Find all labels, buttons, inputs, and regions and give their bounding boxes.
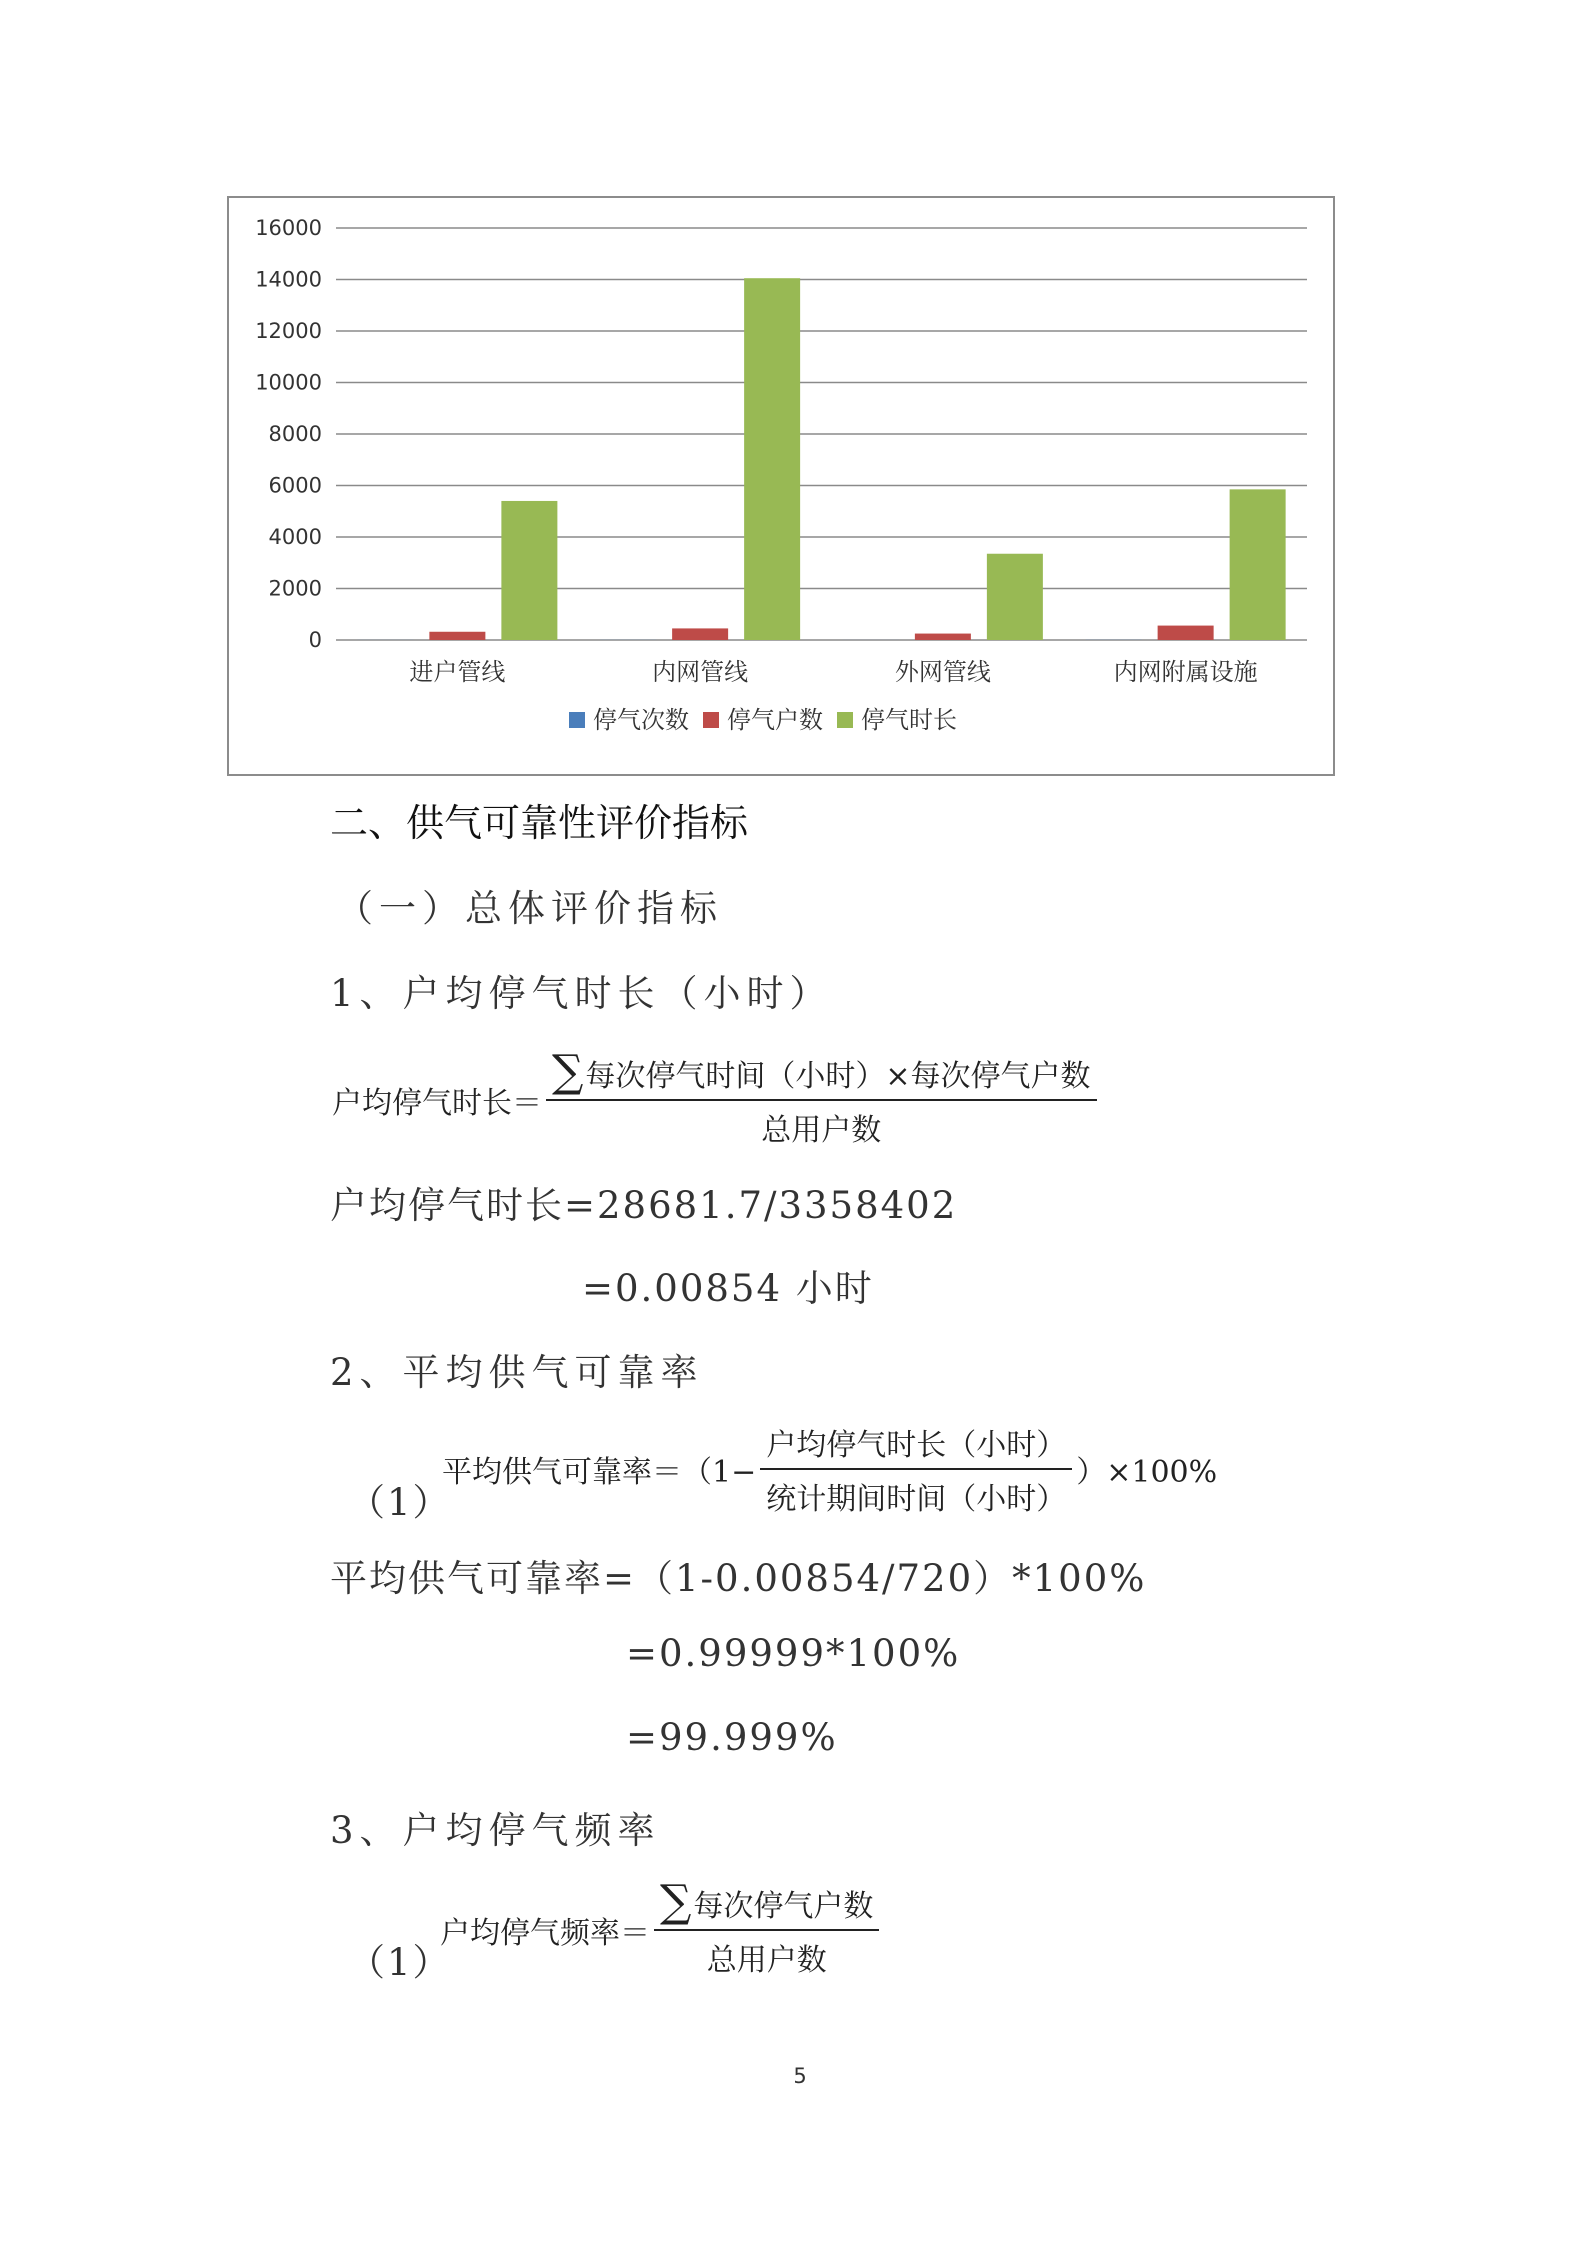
y-tick-label: 4000 bbox=[268, 525, 322, 549]
legend-label: 停气次数 bbox=[593, 706, 689, 734]
sigma-symbol: ∑ bbox=[552, 1046, 584, 1097]
legend-swatch bbox=[569, 712, 585, 728]
y-tick-label: 8000 bbox=[268, 422, 322, 446]
numerator-text: 每次停气户数 bbox=[693, 1889, 874, 1924]
fraction-denominator: 统计期间时间（小时） bbox=[766, 1482, 1067, 1517]
fraction-denominator: 总用户数 bbox=[706, 1943, 827, 1978]
item1-calc-line1: 户均停气时长=28681.7/3358402 bbox=[330, 1184, 958, 1227]
bar bbox=[1230, 489, 1286, 640]
formula-lhs: 户均停气时长＝ bbox=[332, 1085, 542, 1121]
fraction-numerator bbox=[654, 1876, 879, 1931]
bar bbox=[429, 632, 485, 640]
y-tick-label: 16000 bbox=[255, 216, 322, 240]
formula-avg-reliability bbox=[442, 1420, 1217, 1518]
fraction-numerator bbox=[546, 1046, 1097, 1101]
bar bbox=[1158, 626, 1214, 640]
formula-tail: ）×100% bbox=[1076, 1455, 1218, 1490]
y-tick-label: 2000 bbox=[268, 576, 322, 601]
bar-chart bbox=[227, 196, 1335, 776]
formula-avg-outage-duration bbox=[332, 1046, 1101, 1149]
item1-calc-line2: =0.00854 小时 bbox=[582, 1267, 874, 1310]
y-tick-label: 0 bbox=[308, 628, 322, 652]
y-tick-label: 12000 bbox=[255, 319, 322, 343]
fraction bbox=[546, 1046, 1097, 1149]
x-category-label: 内网管线 bbox=[652, 658, 749, 686]
numerator-text: 每次停气时间（小时）×每次停气户数 bbox=[585, 1059, 1091, 1094]
y-tick-label: 14000 bbox=[255, 267, 322, 292]
item2-calc-line1: 平均供气可靠率=（1-0.00854/720）*100% bbox=[330, 1557, 1147, 1600]
fraction bbox=[760, 1420, 1072, 1518]
page-number: 5 bbox=[793, 2064, 807, 2088]
fraction-numerator: 户均停气时长（小时） bbox=[760, 1420, 1072, 1470]
sigma-symbol: ∑ bbox=[660, 1876, 692, 1927]
item2-calc-line3: =99.999% bbox=[626, 1716, 838, 1759]
chart-canvas bbox=[229, 198, 1333, 774]
bar bbox=[915, 634, 971, 640]
x-category-label: 进户管线 bbox=[409, 658, 506, 686]
y-tick-label: 6000 bbox=[268, 473, 322, 498]
formula-lhs: 户均停气频率＝ bbox=[440, 1915, 650, 1951]
fraction-denominator: 总用户数 bbox=[761, 1113, 882, 1148]
bar bbox=[501, 501, 557, 640]
item3-title: 3、户均停气频率 bbox=[330, 1809, 661, 1852]
y-tick-label: 10000 bbox=[255, 370, 322, 395]
item3-formula-index: （1） bbox=[348, 1941, 452, 1984]
legend-label: 停气户数 bbox=[727, 706, 823, 734]
x-category-label: 内网附属设施 bbox=[1113, 658, 1258, 686]
legend-label: 停气时长 bbox=[861, 706, 957, 734]
section-title: 二、供气可靠性评价指标 bbox=[330, 801, 749, 845]
item1-title: 1、户均停气时长（小时） bbox=[330, 972, 833, 1015]
legend-swatch bbox=[837, 712, 853, 728]
x-category-label: 外网管线 bbox=[894, 658, 991, 686]
bar bbox=[744, 278, 800, 640]
formula-lhs: 平均供气可靠率＝（1− bbox=[442, 1455, 757, 1490]
item2-calc-line2: =0.99999*100% bbox=[626, 1632, 961, 1675]
legend-swatch bbox=[703, 712, 719, 728]
bar bbox=[987, 554, 1043, 640]
subsection-title: （一）总体评价指标 bbox=[336, 887, 723, 930]
fraction bbox=[654, 1876, 879, 1979]
item2-formula-index: （1） bbox=[348, 1481, 452, 1524]
item2-title: 2、平均供气可靠率 bbox=[330, 1351, 704, 1394]
bar bbox=[672, 628, 728, 640]
formula-avg-outage-frequency bbox=[440, 1876, 883, 1979]
